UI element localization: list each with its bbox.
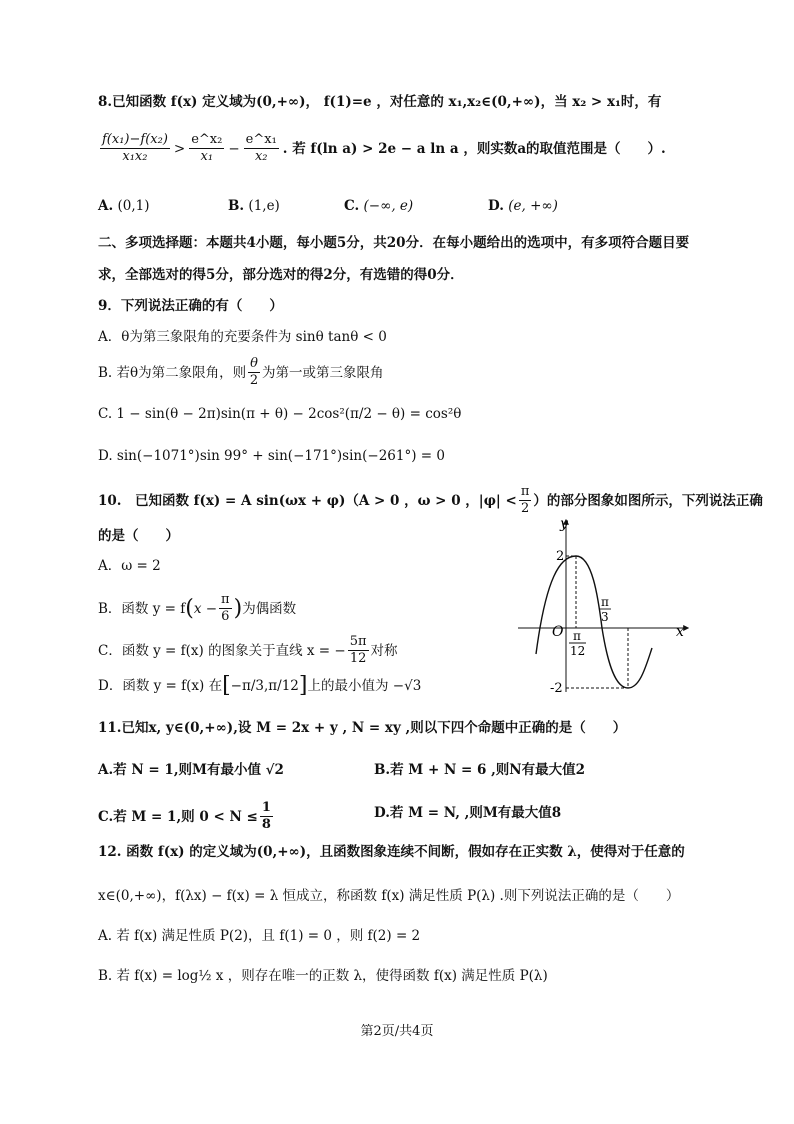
q8-term2-fraction: [244, 132, 279, 165]
q8-option-b: [228, 196, 280, 216]
page-footer: 第2页/共4页: [360, 1024, 434, 1039]
q10-stem-fraction: [519, 484, 532, 517]
q10-option-b-den: 6: [221, 609, 230, 624]
q8-term2-den: x₂: [254, 149, 268, 164]
q10-option-b: [98, 592, 296, 625]
q10-option-c-post: 对称: [370, 642, 398, 659]
q10-graph-x2-num: π: [601, 595, 609, 609]
q8-option-d-text: (e, +∞): [508, 198, 558, 214]
q10-graph-ymin-label: -2: [550, 681, 563, 696]
q8-tail: . 若 f(ln a) > 2e − a ln a ，则实数a的取值范围是（ ）.: [282, 140, 666, 157]
q9-stem: 9．下列说法正确的有（ ）: [98, 298, 283, 314]
q10-graph-y-label: y: [560, 516, 568, 532]
q8-lhs-num: f(x₁)−f(x₂): [102, 132, 168, 147]
q12-line1: 12. 函数 f(x) 的定义域为(0,+∞)，且函数图象连续不间断，假如存在正实数 λ，使得对于任意的: [98, 844, 685, 860]
q12-option-b: B. 若 f(x) = log½ x ，则存在唯一的正数 λ，使得函数 f(x) 满足性质 P(λ): [98, 968, 548, 984]
q8-option-b-label: B.: [228, 198, 245, 214]
q10-option-b-num: π: [221, 592, 230, 607]
q11-option-c: [98, 800, 275, 833]
q10-option-b-rparen: ): [233, 595, 243, 621]
q11-option-c-den: 8: [261, 817, 271, 832]
q10-graph-x1-den: 12: [570, 644, 586, 658]
q9-option-a: A．θ为第三象限角的充要条件为 sinθ tanθ < 0: [98, 329, 387, 345]
q9-option-b-num: θ: [250, 356, 258, 371]
q8-minus: −: [228, 140, 240, 157]
q9-option-d: D. sin(−1071°)sin 99° + sin(−171°)sin(−261°) = 0: [98, 448, 445, 464]
q10-option-b-post: 为偶函数: [242, 600, 297, 617]
q10-option-d-interval-a: −π/3: [230, 678, 264, 694]
q11-option-d: D.若 M = N, ,则M有最大值8: [374, 805, 562, 821]
q8-gt: >: [173, 140, 186, 157]
q10-graph-ymax-label: 2: [556, 549, 565, 564]
q8-line1: 8.已知函数 f(x) 定义域为(0,+∞)， f(1)=e ，对任意的 x₁,x₂∈(0,+∞)，当 x₂ > x₁时，有: [98, 94, 662, 110]
q10-option-c-fraction: [348, 634, 369, 667]
q10-option-a: A．ω = 2: [98, 558, 161, 574]
q10-option-c: [98, 634, 398, 667]
q10-option-d-post: 上的最小值为 −√3: [307, 678, 422, 694]
q8-term1-den: x₁: [200, 149, 214, 164]
q8-option-c-text: (−∞, e): [363, 198, 414, 214]
q10-graph-x1-num: π: [573, 629, 581, 643]
q11-option-b: B.若 M + N = 6 ,则N有最大值2: [374, 762, 586, 778]
section2-line1: 二、多项选择题：本题共4小题，每小题5分，共20分．在每小题给出的选项中，有多项符合题目要: [98, 235, 690, 251]
q9-option-b-pre: B. 若θ为第二象限角，则: [98, 364, 247, 381]
q10-option-d-lbracket: [: [222, 673, 231, 698]
q12-option-a: A. 若 f(x) 满足性质 P(2)，且 f(1) = 0 ，则 f(2) = 2: [98, 928, 421, 944]
q10-stem-post: ）的部分图象如图所示，下列说法正确: [533, 492, 763, 509]
q8-option-a-text: (0,1): [117, 198, 150, 214]
q10-option-d-rbracket: ]: [298, 673, 308, 698]
q12-line2: x∈(0,+∞)，f(λx) − f(x) = λ 恒成立，称函数 f(x) 满足性质 P(λ) .则下列说法正确的是（ ）: [98, 888, 680, 904]
q8-option-d: [488, 196, 558, 216]
q10-graph-x2-den: 3: [601, 610, 609, 624]
q11-option-c-pre: C.若 M = 1,则 0 < N ≤: [98, 808, 258, 825]
q10-option-b-fraction: [219, 592, 232, 625]
q8-term1-fraction: [189, 132, 224, 165]
q10-stem-den: 2: [520, 501, 530, 516]
q10-stem2: 的是（ ）: [98, 528, 179, 544]
q8-option-c-label: C.: [344, 198, 360, 214]
q9-option-b: [98, 356, 383, 389]
q11-option-a: A.若 N = 1,则M有最小值 √2: [98, 762, 284, 778]
q9-option-c: C. 1 − sin(θ − 2π)sin(π + θ) − 2cos²(π/2 − θ) = cos²θ: [98, 406, 462, 422]
q10-stem: [98, 484, 763, 517]
q10-graph-origin: O: [552, 624, 564, 640]
q10-graph-curve: [536, 556, 652, 688]
q10-option-c-den: 12: [349, 651, 367, 666]
q8-option-a-label: A.: [98, 198, 114, 214]
q11-stem: 11.已知x, y∈(0,+∞),设 M = 2x + y , N = xy ,则以下四个命题中正确的是（ ）: [98, 720, 627, 736]
q8-inequality: [98, 132, 666, 165]
q11-option-c-num: 1: [261, 800, 271, 815]
q9-option-b-den: 2: [249, 373, 259, 388]
q8-term2-num: e^x₁: [245, 132, 277, 147]
q10-option-d-pre: D．函数 y = f(x) 在: [98, 678, 223, 694]
q8-lhs-den: x₁x₂: [122, 149, 148, 164]
q8-option-c: [344, 196, 413, 216]
q10-option-b-inner: x −: [193, 600, 218, 617]
q10-option-d-interval-b: π/12: [268, 678, 299, 694]
q8-term1-num: e^x₂: [191, 132, 223, 147]
section2-line2: 求，全部选对的得5分，部分选对的得2分，有选错的得0分．: [98, 267, 464, 283]
q10-option-d-comma: ,: [264, 678, 269, 694]
q10-graph-x-label: x: [676, 624, 684, 640]
q10-stem-num: π: [520, 484, 530, 499]
q8-option-a: [98, 196, 150, 216]
q10-option-d: [98, 673, 422, 698]
q10-stem-pre: 10. 已知函数 f(x) = A sin(ωx + φ)（A > 0 ，ω > 0 ，|φ| <: [98, 492, 517, 509]
q8-lhs-fraction: [100, 132, 170, 165]
q8-option-b-text: (1,e): [248, 198, 280, 214]
q10-option-c-pre: C．函数 y = f(x) 的图象关于直线 x = −: [98, 642, 346, 659]
q9-option-b-post: 为第一或第三象限角: [261, 364, 384, 381]
q10-sine-graph: [512, 516, 692, 696]
q10-option-b-pre: B．函数 y = f: [98, 600, 186, 617]
q11-option-c-fraction: [260, 800, 273, 833]
q8-option-d-label: D.: [488, 198, 504, 214]
q10-option-c-num: 5π: [349, 634, 367, 649]
q9-option-b-fraction: [248, 356, 260, 389]
q10-option-b-lparen: (: [185, 595, 194, 621]
